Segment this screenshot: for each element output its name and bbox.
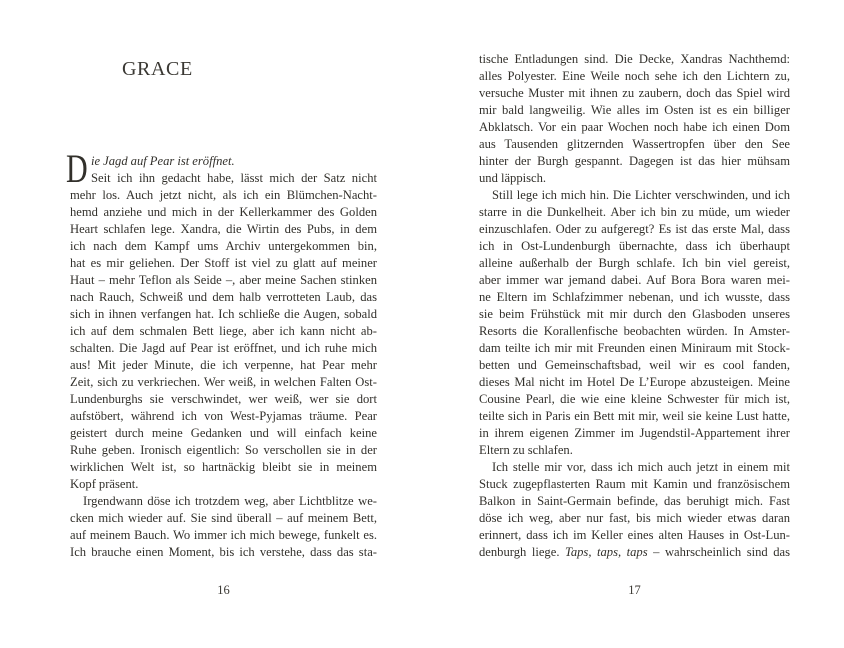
text-line: Seit ich ihn gedacht habe, lässt mich der Satz nicht <box>91 171 377 185</box>
text-line: starre in die Dunkelheit. Aber ich bin zu müde, um wieder <box>479 205 790 219</box>
text-line: und läppisch. <box>479 171 547 185</box>
text-line: Lundenburghs sie verschwindet, wer weiß, wer sie dort <box>70 392 377 406</box>
text-line: ich auf dem schmalen Bett liege, aber ich kann nicht ab- <box>70 324 377 338</box>
text-line: Stuck zugepflasterten Raum mit Kamin und französischem <box>479 477 790 491</box>
text-line: ich nach dem Kampf ums Archiv untergekommen bin, <box>70 239 377 253</box>
text-line: sich in ihnen verfangen hat. Ich schließe die Augen, sobald <box>70 307 377 321</box>
text-line: Cousine Pearl, die wie eine kleine Schwester für mich ist, <box>479 392 790 406</box>
text-line: döse ich weg, aber nur fast, bis mich wieder etwas daran <box>479 511 790 525</box>
chapter-title: GRACE <box>122 58 193 80</box>
text-line: hinter der Burgh gespannt. Dagegen ist das hier mühsam <box>479 154 790 168</box>
text-line: alles Polyester. Eine Weile noch sehe ich den Lichtern zu, <box>479 69 790 83</box>
left-page-text <box>66 146 377 561</box>
text-line: teilte sich in Paris ein Bett mit mir, weil sie keine Lust hatte, <box>479 409 790 423</box>
text-line: mir bald langweilig. Wie alles im Osten ist es ein billiger <box>479 103 790 117</box>
text-line: ie Jagd auf Pear ist eröffnet. <box>91 154 235 168</box>
text-line: sie beim Frühstück mit mir durch den Glasboden unseres <box>479 307 790 321</box>
text-line: aus! Mit jeder Minute, die ich verpenne, hat Pear mehr <box>70 358 377 372</box>
text-line: versuche Muster mit ihnen zu zaubern, doch das Spiel wird <box>479 86 790 100</box>
text-line: hat es mir geliehen. Der Stoff ist viel zu glatt auf meiner <box>70 256 377 270</box>
text-line: geistert durch meine Gedanken und will einfach keine <box>70 426 377 440</box>
page-number-left: 16 <box>217 583 230 597</box>
text-line: mehr los. Auch jetzt nicht, als ich ein Blümchen-Nacht- <box>70 188 377 202</box>
text-line: Irgendwann döse ich trotzdem weg, aber Lichtblitze we- <box>83 494 377 508</box>
right-page-text <box>479 51 790 561</box>
text-line: denburgh liege. Taps, taps, taps – wahrscheinlich sind das <box>479 545 790 559</box>
text-line: ne Eltern im Schlafzimmer nebenan, und ich wusste, dass <box>479 290 790 304</box>
text-line: Heart schlafen lege. Xandra, die Wirtin des Pubs, in dem <box>70 222 377 236</box>
text-line: Resorts die Korallenfische beobachten würden. In Amster- <box>479 324 790 338</box>
text-line: in ihrem eigenen Zimmer im Jugendstil-Appartement ihrer <box>479 426 790 440</box>
text-line: aufstöbert, während ich von West-Pyjamas träume. Pear <box>70 409 377 423</box>
text-line: erinnert, dass ich im Keller eines alten Hauses in Ost-Lun- <box>479 528 790 542</box>
text-line: dieses Mal nicht im Hotel De L’Europe abzusteigen. Meine <box>479 375 790 389</box>
text-line: aber immer war jemand dabei. Auf Bora Bora waren mei- <box>479 273 790 287</box>
text-line: einzuschlafen. Oder zu aufgeregt? Es ist das erste Mal, dass <box>479 222 790 236</box>
page-number-right: 17 <box>628 583 641 597</box>
text-line: Ich brauche einen Moment, bis ich verstehe, dass das sta- <box>70 545 377 559</box>
text-line: hemd anziehe und mich in der Kellerkammer des Golden <box>70 205 377 219</box>
text-line: dam teilte ich mir mit Freunden einen Miniraum mit Stock- <box>479 341 790 355</box>
text-line: tische Entladungen sind. Die Decke, Xandras Nachthemd: <box>479 52 790 66</box>
text-line: Haut – mehr Teflon als Seide –, aber meine Sachen stinken <box>70 273 377 287</box>
text-line: Still lege ich mich hin. Die Lichter verschwinden, und ich <box>492 188 790 202</box>
drop-cap: D <box>66 146 88 191</box>
text-line: cken mich wieder auf. Sie sind überall – auf meinem Bett, <box>70 511 377 525</box>
text-line: wirklichen Welt ist, so hartnäckig bleibt sie in meinem <box>70 460 377 474</box>
text-line: betten und Gemeinschaftsbad, weil wir es cool fanden, <box>479 358 790 372</box>
left-page <box>66 0 377 648</box>
text-line: nach Rauch, Schweiß und dem halb verrotteten Laub, das <box>70 290 377 304</box>
right-page <box>479 0 790 648</box>
text-line: Balkon in Saint-Germain befinde, das beruhigt mich. Fast <box>479 494 790 508</box>
text-line: Ich stelle mir vor, dass ich mich auch jetzt in einem mit <box>492 460 790 474</box>
text-line: Abklatsch. Vor ein paar Wochen noch habe ich einen Dom <box>479 120 790 134</box>
text-line: alleine außerhalb der Burgh schlafe. Ich bin viel gereist, <box>479 256 790 270</box>
text-line: Eltern zu schlafen. <box>479 443 573 457</box>
text-line: Ruhe geben. Ironisch eigentlich: So verschollen sie in der <box>70 443 377 457</box>
text-line: Zeit, sich zu verkriechen. Wer weiß, in welchen Falten Ost- <box>70 375 377 389</box>
text-line: aus Tausenden glitzernden Wassertropfen über den See <box>479 137 790 151</box>
text-line: schalten. Die Jagd auf Pear ist eröffnet, und ich ruhe mich <box>70 341 377 355</box>
text-line: auf meinem Bauch. Wo immer ich mich bewege, funkelt es. <box>70 528 377 542</box>
text-line: Kopf präsent. <box>70 477 139 491</box>
text-line: ich in Ost-Lundenburgh übernachte, dass ich überhaupt <box>479 239 790 253</box>
